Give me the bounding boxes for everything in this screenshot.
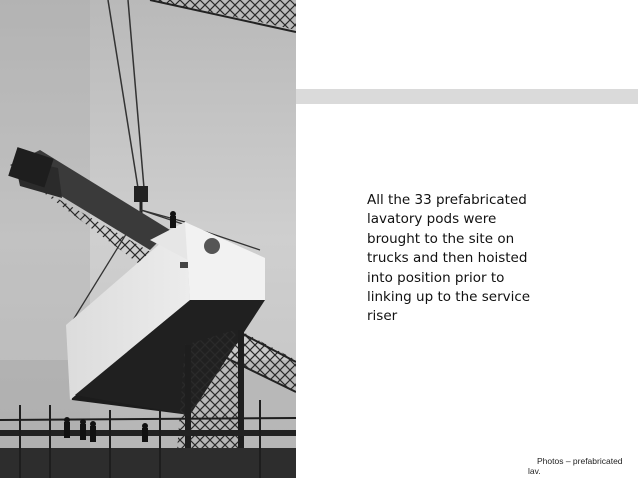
header-band	[296, 89, 638, 104]
body-text: All the 33 prefabricated lavatory pods were brought to the site on trucks and then hoisted into position prior to linking up to the service riser	[367, 192, 531, 325]
photo-caption: Photos – prefabricated lav.	[528, 456, 623, 476]
crane-hoisting-pod-photo-icon	[0, 0, 296, 478]
construction-photo	[0, 0, 296, 478]
